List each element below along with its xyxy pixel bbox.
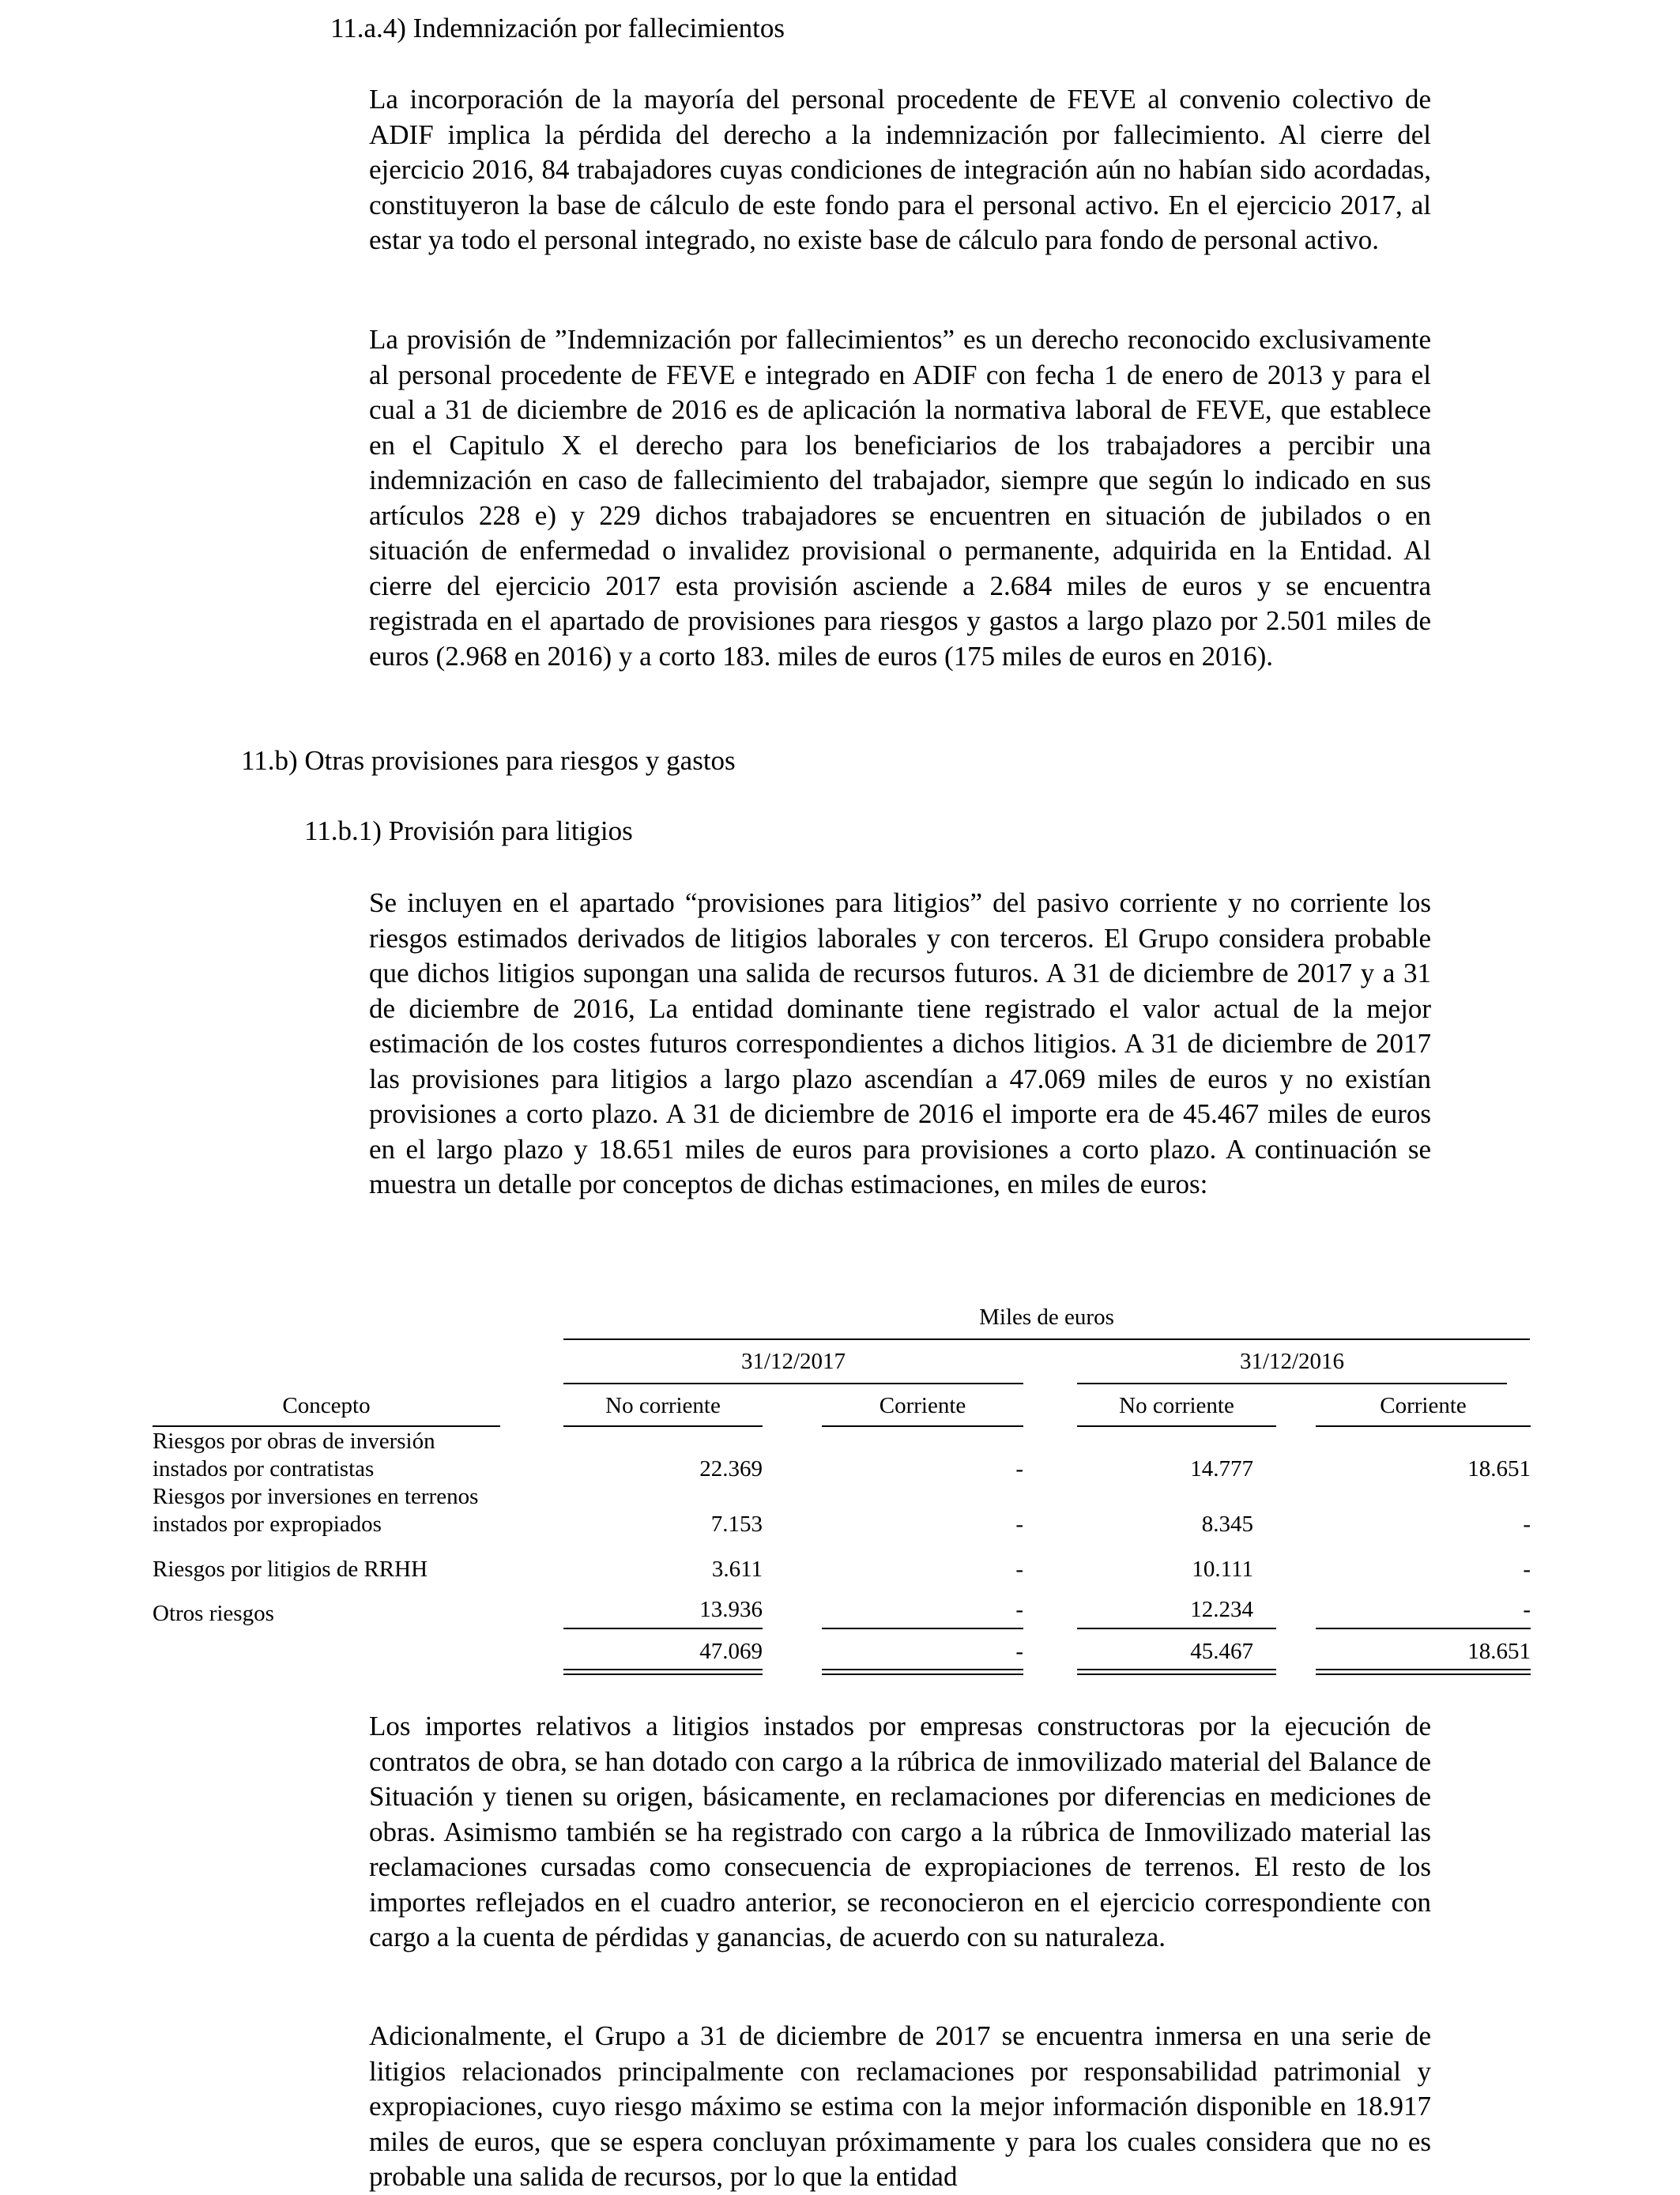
table-cell-value: 8.345 [1201,1512,1253,1537]
table-row-concept-line: Riesgos por litigios de RRHH [153,1557,428,1582]
table-cell-value: - [1523,1597,1531,1622]
table-total-value: 47.069 [699,1639,763,1664]
period-rule-2017 [563,1383,1023,1384]
header-rule-concepto [153,1425,500,1427]
total-double-rule [563,1669,763,1675]
table-cell-value: 12.234 [1190,1597,1253,1622]
table-group-header: Miles de euros [979,1305,1114,1330]
section-heading-11b: 11.b) Otras provisiones para riesgos y gastos [241,745,736,776]
table-cell-value: 18.651 [1467,1456,1531,1482]
column-header-corriente-2017: Corriente [879,1393,966,1418]
table-total-value: 45.467 [1190,1639,1253,1664]
table-cell-value: 22.369 [699,1456,763,1482]
header-rule-nc-2017 [563,1425,763,1427]
group-header-rule [563,1338,1530,1340]
column-header-concepto: Concepto [282,1393,371,1418]
table-total-value: 18.651 [1467,1639,1531,1664]
period-header-2017: 31/12/2017 [740,1349,846,1374]
total-double-rule [1077,1669,1276,1675]
subtotal-rule [822,1628,1023,1629]
section-heading-11b1: 11.b.1) Provisión para litigios [304,815,633,846]
header-rule-nc-2016 [1077,1425,1276,1427]
table-cell-value: - [1015,1557,1023,1582]
period-rule-2016 [1077,1383,1507,1384]
table-cell-value: 7.153 [710,1512,763,1537]
section-heading-11a4: 11.a.4) Indemnización por fallecimientos [330,13,785,43]
table-cell-value: - [1015,1456,1023,1482]
total-double-rule [1316,1669,1531,1675]
paragraph-provision-litigios: Se incluyen en el apartado “provisiones para litigios” del pasivo corriente y no corriente los riesgos estimados derivados de litigios laborales y con terceros. El Grupo considera probable que dichos litigios supongan una salida de recursos futuros. A 31 de diciembre de 2017 y a 31 de diciembre de 2016, La entidad dominante tiene registrado el valor actual de la mejor estimación de los costes futuros correspondientes a dichos litigios. A 31 de diciembre de 2017 las provisiones para litigios a largo plazo ascendían a 47.069 miles de euros y no existían provisiones a corto plazo. A 31 de diciembre de 2016 el importe era de 45.467 miles de euros en el largo plazo y 18.651 miles de euros para provisiones a corto plazo. A continuación se muestra un detalle por conceptos de dichas estimaciones, en miles de euros: [369,887,1431,1199]
header-rule-c-2016 [1316,1425,1531,1427]
table-row-concept-line: instados por contratistas [153,1456,375,1482]
paragraph-importes-litigios: Los importes relativos a litigios instados por empresas constructoras por la ejecución de contratos de obra, se han dotado con cargo a la rúbrica de inmovilizado material del Balance de Situación y tienen su origen, básicamente, en reclamaciones por diferencias en mediciones de obras. Asimismo también se ha registrado con cargo a la rúbrica de Inmovilizado material las reclamaciones cursadas como consecuencia de expropiaciones de terrenos. El resto de los importes reflejados en el cuadro anterior, se reconocieron en el ejercicio correspondiente con cargo a la cuenta de pérdidas y ganancias, de acuerdo con su naturaleza. [369,1711,1431,1952]
table-cell-value: 3.611 [711,1557,763,1582]
subtotal-rule [1077,1628,1276,1629]
table-cell-value: - [1523,1512,1531,1537]
table-total-value: - [1015,1639,1023,1664]
column-header-no-corriente-2016: No corriente [1119,1393,1234,1418]
subtotal-rule [1316,1628,1531,1629]
column-header-corriente-2016: Corriente [1380,1393,1467,1418]
column-header-no-corriente-2017: No corriente [605,1393,721,1418]
paragraph-adicionalmente: Adicionalmente, el Grupo a 31 de diciembre de 2017 se encuentra inmersa en una serie de litigios relacionados principalmente con reclamaciones por responsabilidad patrimonial y expropiaciones, cuyo riesgo máximo se estima con la mejor información disponible en 18.917 miles de euros, que se espera concluyan próximamente y para los cuales considera que no es probable una salida de recursos, por lo que la entidad [369,2020,1431,2192]
paragraph-feve-convenio: La incorporación de la mayoría del personal procedente de FEVE al convenio colectivo de ADIF implica la pérdida del derecho a la indemnización por fallecimiento. Al cierre del ejercicio 2016, 84 trabajadores cuyas condiciones de integración aún no habían sido acordadas, constituyeron la base de cálculo de este fondo para el personal activo. En el ejercicio 2017, al estar ya todo el personal integrado, no existe base de cálculo para fondo de personal activo. [369,84,1431,255]
table-cell-value: - [1015,1512,1023,1537]
table-cell-value: 13.936 [699,1597,763,1622]
table-cell-value: - [1523,1557,1531,1582]
table-cell-value: - [1015,1597,1023,1622]
period-header-2016: 31/12/2016 [1239,1349,1345,1374]
table-row-concept-line: Riesgos por inversiones en terrenos [153,1484,479,1509]
table-cell-value: 14.777 [1190,1456,1253,1482]
subtotal-rule [563,1628,763,1629]
table-row-concept-line: instados por expropiados [153,1512,382,1537]
table-row-concept-line: Riesgos por obras de inversión [153,1429,435,1454]
header-rule-c-2017 [822,1425,1023,1427]
table-cell-value: 10.111 [1192,1557,1253,1582]
total-double-rule [822,1669,1023,1675]
paragraph-provision-fallecimientos: La provisión de ”Indemnización por fallecimientos” es un derecho reconocido exclusivamente al personal procedente de FEVE e integrado en ADIF con fecha 1 de enero de 2013 y para el cual a 31 de diciembre de 2016 es de aplicación la normativa laboral de FEVE, que establece en el Capitulo X el derecho para los beneficiarios de los trabajadores a percibir una indemnización en caso de fallecimiento del trabajador, siempre que según lo indicado en sus artículos 228 e) y 229 dichos trabajadores se encuentren en situación de jubilados o en situación de enfermedad o invalidez provisional o permanente, adquirida en la Entidad. Al cierre del ejercicio 2017 esta provisión asciende a 2.684 miles de euros y se encuentra registrada en el apartado de provisiones para riesgos y gastos a largo plazo por 2.501 miles de euros (2.968 en 2016) y a corto 183. miles de euros (175 miles de euros en 2016). [369,324,1431,672]
table-row-concept-line: Otros riesgos [153,1601,274,1626]
